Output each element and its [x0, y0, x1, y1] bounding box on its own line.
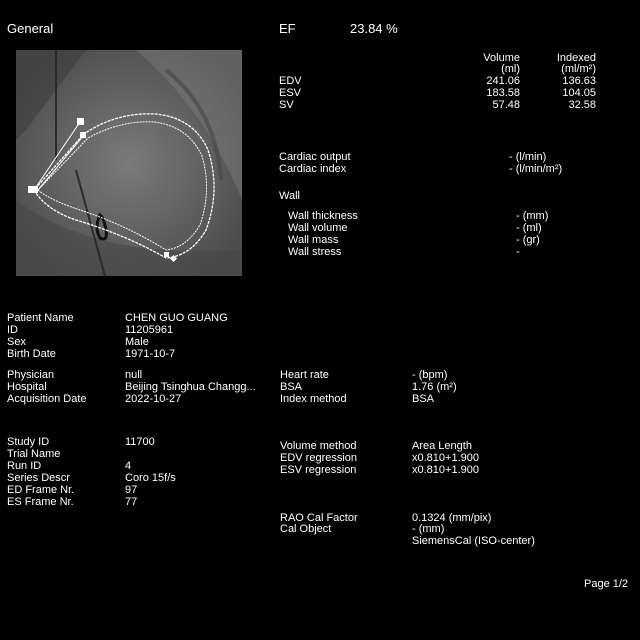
cal-object-name: SiemensCal (ISO-center) — [412, 535, 535, 547]
index-method: BSA — [412, 393, 435, 405]
cardiac-output-label: Cardiac output — [279, 151, 351, 163]
edv-label: EDV — [279, 75, 302, 87]
bsa: 1.76 (m²) — [412, 381, 457, 393]
indexed-col-header: Indexed — [556, 52, 596, 64]
sv-indexed: 32.58 — [568, 99, 596, 111]
cardiac-index-value: - (l/min/m²) — [509, 163, 563, 175]
cardiac-index-label: Cardiac index — [279, 163, 347, 175]
ef-value: 23.84 % — [350, 21, 398, 36]
patient-sex-label: Sex — [7, 336, 26, 348]
edv-regression: x0.810+1.900 — [412, 452, 479, 464]
indexed-col-unit: (ml/m²) — [561, 63, 596, 75]
edv-indexed: 136.63 — [562, 75, 596, 87]
run-id: 4 — [125, 460, 132, 472]
ed-frame: 97 — [125, 484, 138, 496]
es-frame-label: ES Frame Nr. — [7, 496, 74, 508]
wall-volume-label: Wall volume — [288, 222, 348, 234]
cardiac-output-value: - (l/min) — [509, 151, 547, 163]
trial-name-label: Trial Name — [7, 448, 61, 460]
rao-cal-factor: 0.1324 (mm/pix) — [412, 512, 492, 524]
patient-sex: Male — [125, 336, 149, 348]
rao-cal-label: RAO Cal Factor — [280, 512, 358, 524]
section-title: General — [7, 21, 54, 36]
sv-label: SV — [279, 99, 294, 111]
sv-volume: 57.48 — [492, 99, 520, 111]
run-id-label: Run ID — [7, 460, 42, 472]
esv-regression: x0.810+1.900 — [412, 464, 479, 476]
physician: null — [125, 369, 143, 381]
edv-volume: 241.06 — [486, 75, 520, 87]
hospital: Beijing Tsinghua Changg... — [125, 381, 256, 393]
bsa-label: BSA — [280, 381, 303, 393]
ef-label: EF — [279, 21, 296, 36]
cal-object: - (mm) — [412, 523, 445, 535]
heart-rate: - (bpm) — [412, 369, 448, 381]
esv-volume: 183.58 — [486, 87, 520, 99]
patient-id-label: ID — [7, 324, 18, 336]
patient-name-label: Patient Name — [7, 312, 74, 324]
esv-regression-label: ESV regression — [280, 464, 357, 476]
es-frame: 77 — [125, 496, 138, 508]
ventriculogram-image — [16, 50, 242, 276]
series-descr-label: Series Descr — [7, 472, 70, 484]
study-id-label: Study ID — [7, 436, 50, 448]
wall-volume-value: - (ml) — [516, 222, 542, 234]
wall-stress-value: - — [516, 246, 520, 258]
index-method-label: Index method — [280, 393, 347, 405]
wall-mass-label: Wall mass — [288, 234, 339, 246]
patient-id: 11205961 — [125, 324, 174, 336]
wall-thickness-label: Wall thickness — [288, 210, 358, 222]
acquisition-date: 2022-10-27 — [125, 393, 182, 405]
esv-label: ESV — [279, 87, 302, 99]
hospital-label: Hospital — [7, 381, 47, 393]
volume-method-label: Volume method — [280, 440, 357, 452]
heart-rate-label: Heart rate — [280, 369, 329, 381]
page-indicator: Page 1/2 — [584, 578, 629, 590]
birth-date: 1971-10-7 — [125, 348, 176, 360]
volume-col-header: Volume — [483, 52, 520, 64]
edv-regression-label: EDV regression — [280, 452, 358, 464]
wall-thickness-value: - (mm) — [516, 210, 549, 222]
wall-mass-value: - (gr) — [516, 234, 540, 246]
wall-title: Wall — [279, 190, 300, 202]
birth-date-label: Birth Date — [7, 348, 56, 360]
series-descr: Coro 15f/s — [125, 472, 176, 484]
volume-method: Area Length — [412, 440, 472, 452]
cal-object-label: Cal Object — [280, 523, 332, 535]
esv-indexed: 104.05 — [562, 87, 596, 99]
study-id: 11700 — [125, 436, 155, 448]
volume-col-unit: (ml) — [501, 63, 520, 75]
physician-label: Physician — [7, 369, 55, 381]
patient-name: CHEN GUO GUANG — [125, 312, 228, 324]
acquisition-date-label: Acquisition Date — [7, 393, 87, 405]
ed-frame-label: ED Frame Nr. — [7, 484, 75, 496]
wall-stress-label: Wall stress — [288, 246, 342, 258]
